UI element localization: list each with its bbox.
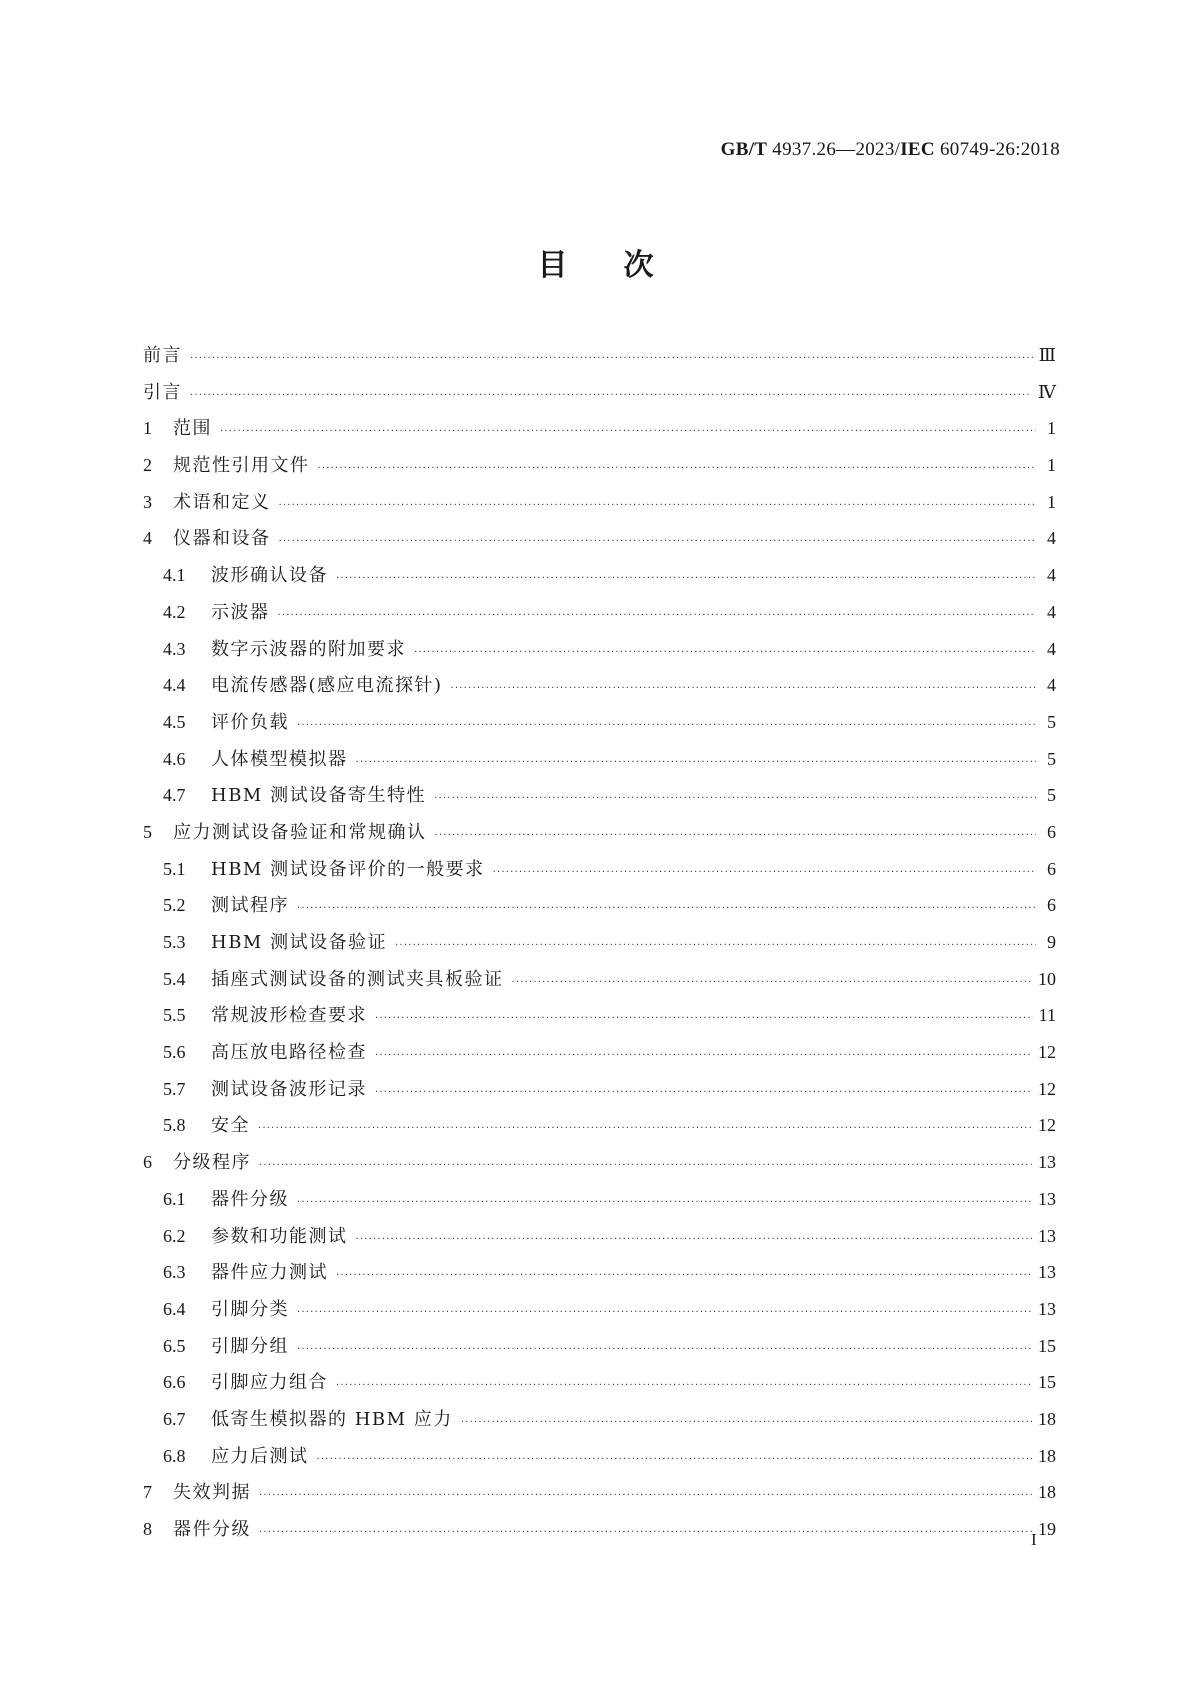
toc-entry-number: 5.7 [163, 1078, 186, 1099]
toc-entry-page: 15 [1038, 1335, 1056, 1356]
toc-entry-label: 器件分级 [211, 1188, 289, 1210]
toc-leader-dots [297, 708, 1036, 745]
toc-entry-number: 4.1 [163, 565, 186, 586]
toc-entry-page: 15 [1038, 1372, 1056, 1393]
toc-entry-label: 器件应力测试 [211, 1262, 328, 1284]
toc-entry-page: Ⅳ [1038, 381, 1056, 402]
toc-entry-page: 13 [1038, 1188, 1056, 1209]
toc-entry-label: 测试设备波形记录 [211, 1078, 367, 1100]
toc-entry-page: 6 [1047, 858, 1056, 879]
toc-entry-page: 10 [1038, 968, 1056, 989]
toc-leader-dots [297, 1185, 1032, 1222]
toc-entry-label: 仪器和设备 [173, 528, 271, 550]
toc-entry-page: 19 [1038, 1519, 1056, 1539]
toc-entry-label: HBM 测试设备寄生特性 [211, 785, 427, 807]
toc-entry-page: 13 [1038, 1262, 1056, 1283]
toc-leader-dots [395, 928, 1036, 965]
toc-entry-number: 5.2 [163, 895, 186, 916]
toc-entry[interactable] [143, 1254, 1056, 1291]
toc-entry-label: 术语和定义 [173, 491, 271, 513]
toc-entry-page: 9 [1047, 932, 1056, 952]
toc-leader-dots [451, 671, 1036, 708]
toc-entry-page: 11 [1038, 1005, 1056, 1026]
toc-leader-dots [279, 524, 1037, 561]
toc-entry-label: 范围 [173, 418, 212, 440]
toc-entry[interactable] [143, 374, 1056, 411]
toc-entry-number: 6.4 [163, 1298, 186, 1319]
toc-entry[interactable] [143, 1034, 1056, 1071]
toc-entry-page: 18 [1038, 1482, 1056, 1503]
toc-entry-number: 8 [143, 1519, 152, 1539]
toc-entry-page: 1 [1047, 491, 1056, 512]
toc-leader-dots [317, 1442, 1033, 1479]
toc-entry-number: 6.7 [163, 1408, 186, 1429]
toc-entry-page: 4 [1047, 601, 1056, 622]
toc-leader-dots [297, 1332, 1032, 1369]
table-of-contents [143, 337, 1056, 1548]
toc-entry-number: 5.1 [163, 858, 186, 879]
toc-entry-number: 4 [143, 528, 152, 549]
toc-entry[interactable] [143, 961, 1056, 998]
toc-leader-dots [220, 414, 1036, 451]
toc-leader-dots [356, 1222, 1033, 1259]
toc-entry[interactable] [143, 704, 1056, 741]
toc-entry-page: 1 [1047, 455, 1056, 476]
toc-entry-label: 器件分级 [173, 1519, 251, 1540]
toc-entry-label: 引脚分类 [211, 1298, 289, 1320]
toc-leader-dots [278, 598, 1037, 635]
toc-entry-page: 1 [1047, 418, 1056, 439]
toc-entry-number: 5.4 [163, 968, 186, 989]
toc-entry[interactable] [143, 557, 1056, 594]
toc-entry-page: 12 [1038, 1078, 1056, 1099]
page-title [0, 240, 1191, 284]
toc-leader-dots [259, 1148, 1032, 1185]
page-number: I [1031, 1530, 1037, 1549]
toc-entry-label: 电流传感器(感应电流探针) [211, 675, 443, 697]
toc-entry[interactable] [143, 594, 1056, 631]
page-title-part1: 目 [537, 248, 568, 283]
toc-leader-dots [297, 1295, 1032, 1332]
toc-entry-label: 低寄生模拟器的 HBM 应力 [211, 1408, 453, 1430]
toc-entry[interactable] [143, 924, 1056, 961]
toc-leader-dots [336, 1258, 1032, 1295]
toc-entry[interactable] [143, 410, 1056, 447]
toc-entry-number: 4.6 [163, 748, 186, 769]
toc-entry-label: 安全 [211, 1115, 250, 1137]
toc-leader-dots [434, 781, 1036, 818]
toc-entry-label: 常规波形检查要求 [211, 1005, 367, 1027]
toc-entry-number: 6.6 [163, 1372, 186, 1393]
toc-entry-number: 4.7 [163, 785, 186, 806]
toc-entry-label: HBM 测试设备评价的一般要求 [211, 858, 485, 880]
toc-entry[interactable] [143, 1181, 1056, 1218]
toc-leader-dots [279, 488, 1037, 525]
toc-entry-page: 4 [1047, 528, 1056, 549]
toc-entry-label: 插座式测试设备的测试夹具板验证 [211, 968, 504, 990]
toc-entry-page: Ⅲ [1038, 345, 1056, 365]
toc-leader-dots [297, 891, 1036, 928]
toc-entry[interactable] [143, 1511, 1056, 1548]
toc-entry[interactable] [143, 887, 1056, 924]
toc-entry[interactable] [143, 1474, 1056, 1511]
toc-entry-label: 失效判据 [173, 1482, 251, 1504]
toc-entry[interactable] [143, 447, 1056, 484]
toc-entry[interactable] [143, 520, 1056, 557]
toc-entry[interactable] [143, 1107, 1056, 1144]
toc-entry[interactable] [143, 631, 1056, 668]
toc-leader-dots [435, 818, 1037, 855]
toc-entry-label: HBM 测试设备验证 [211, 932, 388, 953]
toc-leader-dots [259, 1515, 1032, 1552]
toc-entry-page: 13 [1038, 1225, 1056, 1246]
toc-entry-number: 2 [143, 455, 152, 476]
toc-entry[interactable] [143, 1328, 1056, 1365]
toc-entry-number: 1 [143, 418, 152, 439]
toc-leader-dots [190, 341, 1033, 378]
toc-entry-number: 3 [143, 491, 152, 512]
toc-entry-label: 应力后测试 [211, 1445, 309, 1467]
toc-entry-page: 18 [1038, 1408, 1056, 1429]
toc-leader-dots [336, 561, 1036, 598]
toc-entry[interactable] [143, 997, 1056, 1034]
standard-code-iec: IEC [900, 139, 935, 160]
toc-leader-dots [336, 1368, 1032, 1405]
toc-entry[interactable] [143, 851, 1056, 888]
toc-leader-dots [375, 1075, 1032, 1112]
toc-entry-page: 4 [1047, 565, 1056, 586]
toc-leader-dots [461, 1405, 1032, 1442]
toc-entry-number: 5 [143, 821, 152, 842]
toc-entry-label: 测试程序 [211, 895, 289, 917]
toc-entry-page: 13 [1038, 1298, 1056, 1319]
toc-entry-label: 人体模型模拟器 [211, 748, 348, 770]
toc-leader-dots [258, 1111, 1032, 1148]
toc-leader-dots [190, 378, 1032, 415]
toc-entry-page: 4 [1047, 675, 1056, 696]
toc-entry-label: 示波器 [211, 601, 270, 623]
toc-entry-page: 6 [1047, 895, 1056, 916]
toc-leader-dots [375, 1038, 1032, 1075]
toc-entry-page: 4 [1047, 638, 1056, 659]
toc-entry-label: 波形确认设备 [211, 565, 328, 587]
toc-entry-page: 5 [1047, 711, 1056, 732]
toc-entry-page: 12 [1038, 1115, 1056, 1136]
toc-entry-page: 13 [1038, 1152, 1056, 1173]
toc-entry-number: 6.2 [163, 1225, 186, 1246]
toc-leader-dots [356, 745, 1037, 782]
toc-entry-label: 引脚应力组合 [211, 1372, 328, 1394]
toc-entry-number: 6.5 [163, 1335, 186, 1356]
toc-entry-page: 5 [1047, 785, 1056, 806]
toc-entry-label: 高压放电路径检查 [211, 1042, 367, 1064]
toc-entry[interactable] [143, 1401, 1056, 1438]
toc-entry[interactable] [143, 777, 1056, 814]
toc-entry-number: 5.3 [163, 932, 186, 952]
toc-entry-number: 4.3 [163, 638, 186, 659]
standard-code [721, 139, 1060, 161]
toc-entry-number: 5.6 [163, 1042, 186, 1063]
toc-entry-number: 5.8 [163, 1115, 186, 1136]
standard-code-iec-number: 60749-26:2018 [934, 139, 1060, 160]
toc-entry[interactable] [143, 1438, 1056, 1475]
toc-entry[interactable] [143, 484, 1056, 521]
toc-entry-number: 4.5 [163, 711, 186, 732]
toc-entry-number: 6 [143, 1152, 152, 1173]
toc-entry-number: 6.1 [163, 1188, 186, 1209]
toc-leader-dots [375, 1001, 1033, 1038]
toc-entry-number: 4.2 [163, 601, 186, 622]
toc-entry-number: 6.8 [163, 1445, 186, 1466]
toc-entry[interactable] [143, 1364, 1056, 1401]
toc-entry-page: 6 [1047, 821, 1056, 842]
toc-leader-dots [512, 965, 1033, 1002]
toc-entry-page: 12 [1038, 1042, 1056, 1063]
toc-entry-label: 分级程序 [173, 1152, 251, 1174]
toc-entry[interactable] [143, 741, 1056, 778]
toc-entry-label: 数字示波器的附加要求 [211, 638, 406, 660]
toc-entry[interactable] [143, 1071, 1056, 1108]
toc-entry[interactable] [143, 814, 1056, 851]
standard-code-number: 4937.26—2023/ [767, 139, 901, 160]
toc-entry[interactable] [143, 337, 1056, 374]
toc-entry[interactable] [143, 1144, 1056, 1181]
toc-leader-dots [318, 451, 1037, 488]
toc-leader-dots [414, 635, 1036, 672]
toc-leader-dots [493, 855, 1036, 892]
toc-entry-page: 18 [1038, 1445, 1056, 1466]
toc-entry-number: 4.4 [163, 675, 186, 696]
toc-entry-label: 引言 [143, 381, 182, 403]
toc-entry-label: 前言 [143, 345, 182, 366]
toc-entry[interactable] [143, 1291, 1056, 1328]
toc-entry-page: 5 [1047, 748, 1056, 769]
toc-entry-number: 6.3 [163, 1262, 186, 1283]
toc-entry-label: 引脚分组 [211, 1335, 289, 1357]
toc-entry-label: 应力测试设备验证和常规确认 [173, 821, 427, 843]
toc-leader-dots [259, 1478, 1032, 1515]
toc-entry[interactable] [143, 1218, 1056, 1255]
page-title-part2: 次 [623, 248, 654, 283]
toc-entry-label: 评价负载 [211, 711, 289, 733]
toc-entry-number: 5.5 [163, 1005, 186, 1026]
toc-entry-label: 参数和功能测试 [211, 1225, 348, 1247]
toc-entry[interactable] [143, 667, 1056, 704]
toc-entry-label: 规范性引用文件 [173, 455, 310, 477]
toc-entry-number: 7 [143, 1482, 152, 1503]
standard-code-prefix: GB/T [720, 139, 768, 160]
